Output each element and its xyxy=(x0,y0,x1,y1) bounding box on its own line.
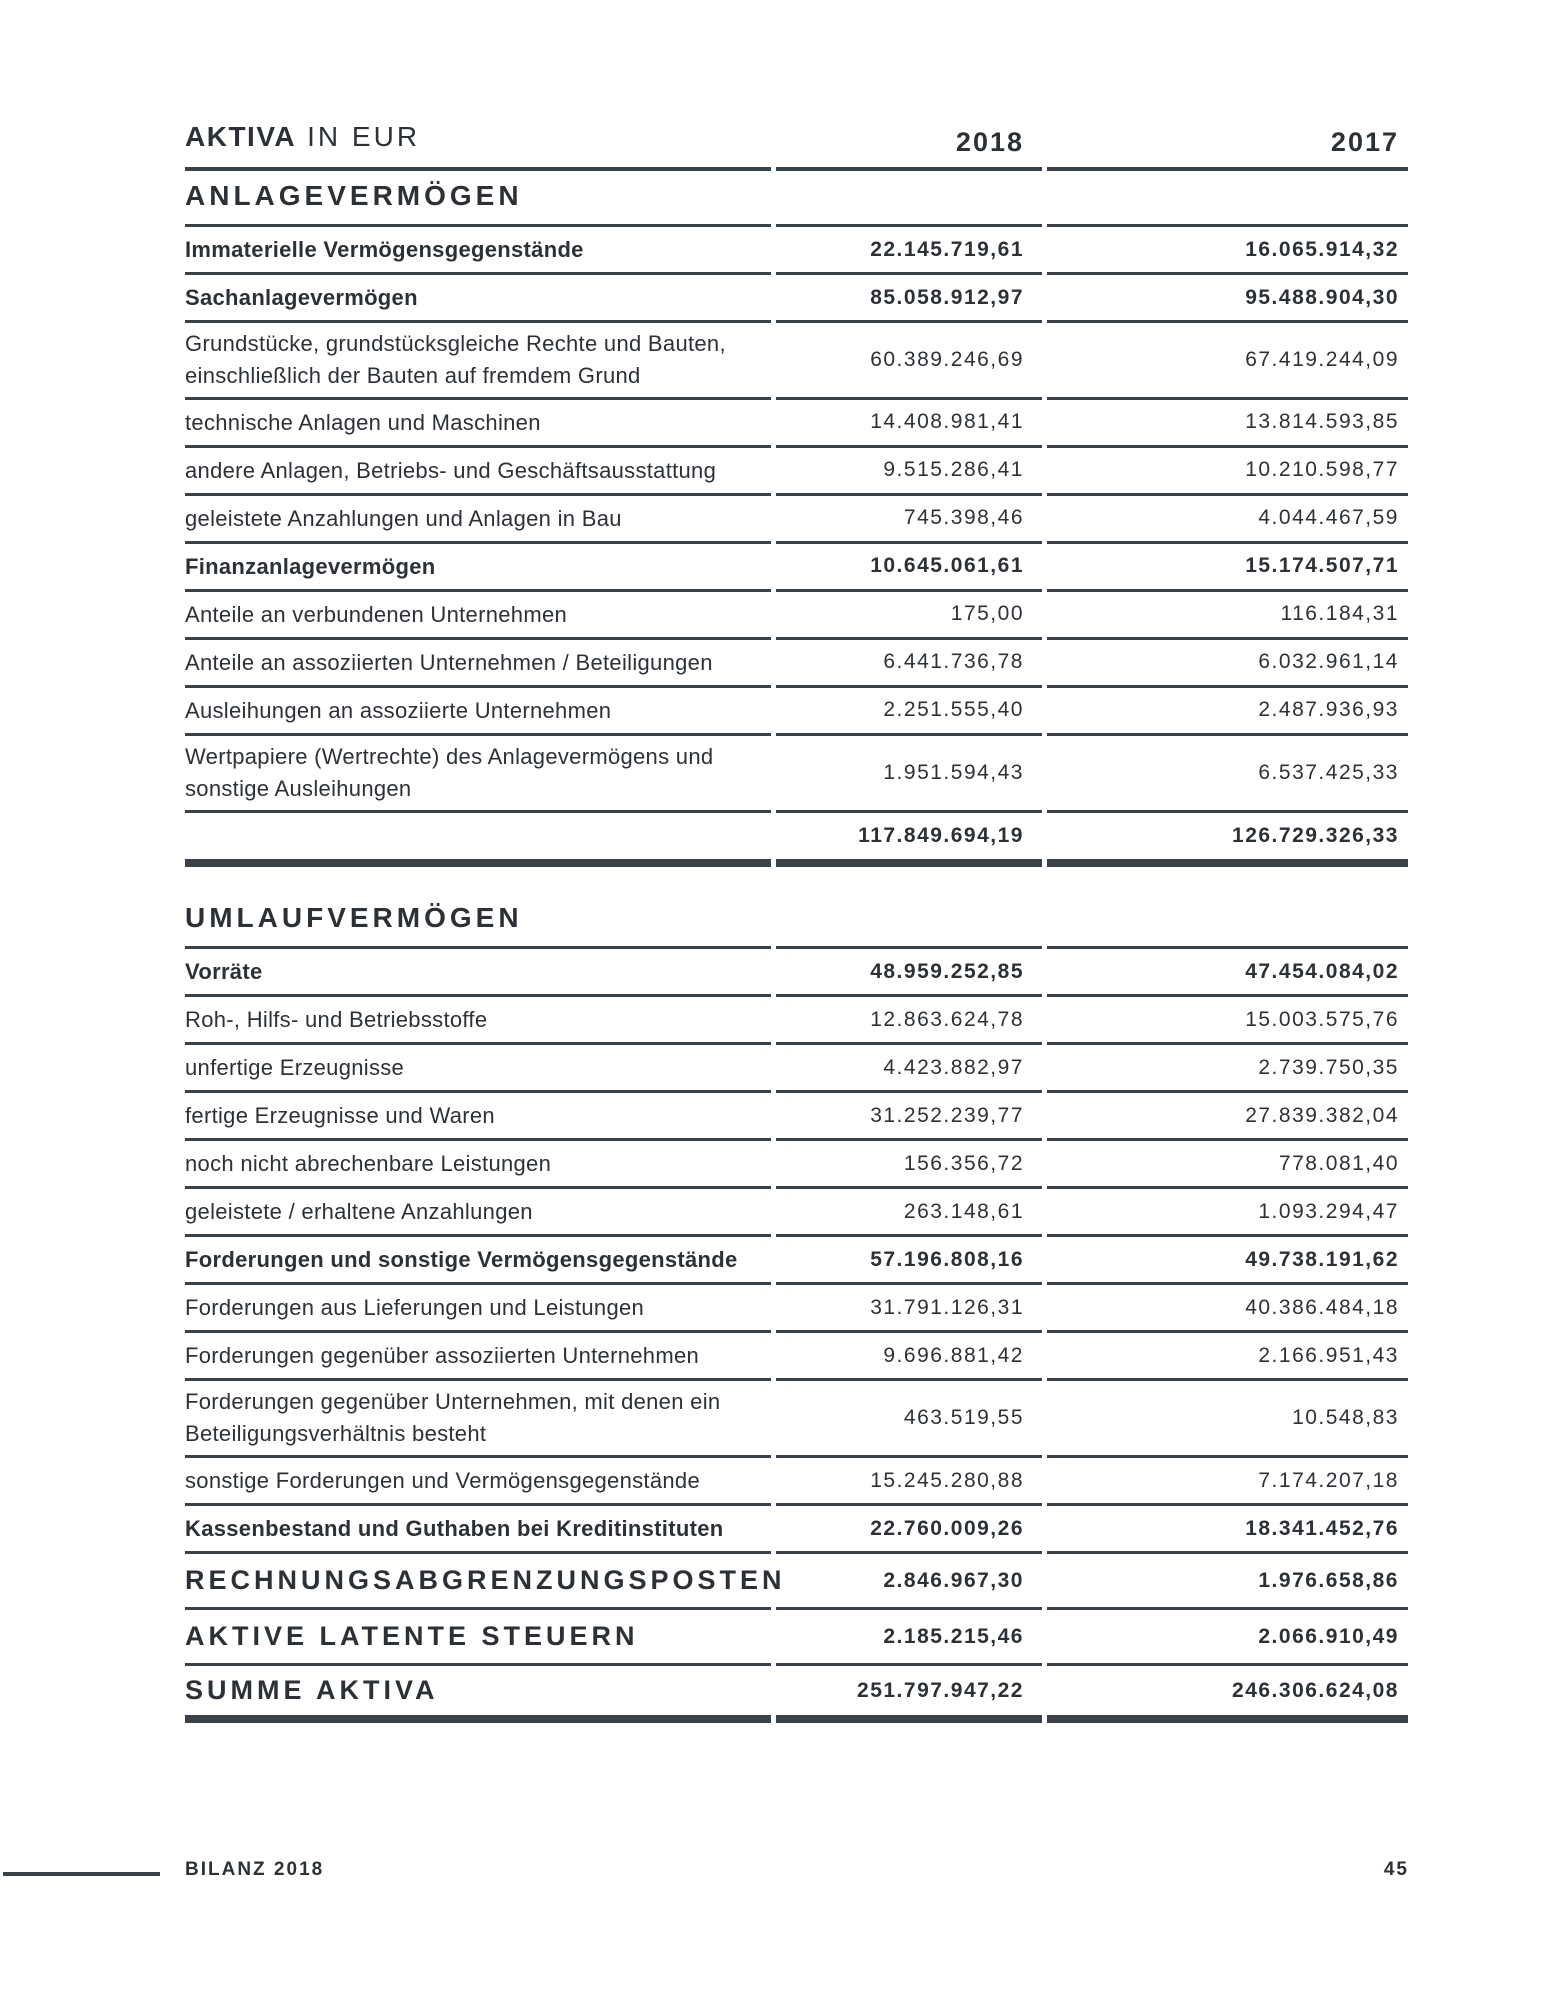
column-header-2017: 2017 xyxy=(1047,112,1408,171)
table-row xyxy=(185,544,1408,592)
row-value-2017: 10.210.598,77 xyxy=(1047,448,1408,496)
row-value-2017: 16.065.914,32 xyxy=(1047,227,1408,275)
footer-rule xyxy=(3,1872,160,1876)
balance-sheet-content xyxy=(185,112,1408,1723)
row-value-2018: 31.791.126,31 xyxy=(776,1285,1042,1333)
row-value-2017: 778.081,40 xyxy=(1047,1141,1408,1189)
page-title-secondary: IN EUR xyxy=(307,121,421,152)
row-label: Roh-, Hilfs- und Betriebsstoffe xyxy=(185,997,771,1045)
table-row xyxy=(185,1141,1408,1189)
row-value-2018: 263.148,61 xyxy=(776,1189,1042,1237)
row-label: noch nicht abrechenbare Leistungen xyxy=(185,1141,771,1189)
section-total-row xyxy=(185,813,1408,867)
row-label: Forderungen aus Lieferungen und Leistungen xyxy=(185,1285,771,1333)
section-total-2017: 126.729.326,33 xyxy=(1047,813,1408,867)
row-label: technische Anlagen und Maschinen xyxy=(185,400,771,448)
row-value-2017: 1.093.294,47 xyxy=(1047,1189,1408,1237)
page-footer xyxy=(185,1853,1409,1887)
row-label: Grundstücke, grundstücksgleiche Rechte und Bauten, einschließlich der Bauten auf fremdem Grund xyxy=(185,323,771,400)
row-value-2017: 49.738.191,62 xyxy=(1047,1237,1408,1285)
row-value-2017: 47.454.084,02 xyxy=(1047,949,1408,997)
table-row xyxy=(185,400,1408,448)
summary-value-2017: 1.976.658,86 xyxy=(1047,1554,1408,1610)
table-row xyxy=(185,997,1408,1045)
table-row xyxy=(185,1333,1408,1381)
table-row xyxy=(185,640,1408,688)
row-label: Finanzanlagevermögen xyxy=(185,544,771,592)
row-value-2017: 2.166.951,43 xyxy=(1047,1333,1408,1381)
row-label: Wertpapiere (Wertrechte) des Anlagevermögens und sonstige Ausleihungen xyxy=(185,736,771,813)
table-row xyxy=(185,592,1408,640)
row-label: Kassenbestand und Guthaben bei Kreditinstituten xyxy=(185,1506,771,1554)
table-row xyxy=(185,736,1408,813)
table-row xyxy=(185,275,1408,323)
row-label: andere Anlagen, Betriebs- und Geschäftsausstattung xyxy=(185,448,771,496)
table-row xyxy=(185,688,1408,736)
row-label: sonstige Forderungen und Vermögensgegenstände xyxy=(185,1458,771,1506)
summary-value-2018: 2.185.215,46 xyxy=(776,1610,1042,1666)
row-value-2017: 27.839.382,04 xyxy=(1047,1093,1408,1141)
table-row xyxy=(185,949,1408,997)
row-label: geleistete Anzahlungen und Anlagen in Bau xyxy=(185,496,771,544)
section-heading-spacer xyxy=(1047,171,1408,228)
row-value-2017: 6.032.961,14 xyxy=(1047,640,1408,688)
section-heading-row xyxy=(185,171,1408,228)
table-row xyxy=(185,1506,1408,1554)
row-value-2018: 9.515.286,41 xyxy=(776,448,1042,496)
row-value-2018: 9.696.881,42 xyxy=(776,1333,1042,1381)
table-row xyxy=(185,1093,1408,1141)
row-label: Sachanlagevermögen xyxy=(185,275,771,323)
row-value-2018: 22.760.009,26 xyxy=(776,1506,1042,1554)
summary-value-2018: 251.797.947,22 xyxy=(776,1666,1042,1723)
row-label: geleistete / erhaltene Anzahlungen xyxy=(185,1189,771,1237)
summary-row xyxy=(185,1610,1408,1666)
row-value-2017: 15.174.507,71 xyxy=(1047,544,1408,592)
row-value-2018: 14.408.981,41 xyxy=(776,400,1042,448)
section-heading: ANLAGEVERMÖGEN xyxy=(185,171,771,228)
table-row xyxy=(185,1237,1408,1285)
summary-row xyxy=(185,1554,1408,1610)
table-row xyxy=(185,1381,1408,1458)
section-heading-spacer xyxy=(1047,893,1408,950)
summary-value-2017: 2.066.910,49 xyxy=(1047,1610,1408,1666)
row-label: Forderungen gegenüber assoziierten Unternehmen xyxy=(185,1333,771,1381)
row-label: Vorräte xyxy=(185,949,771,997)
section-heading-row xyxy=(185,893,1408,950)
section-heading-spacer xyxy=(776,171,1042,228)
row-value-2018: 15.245.280,88 xyxy=(776,1458,1042,1506)
summary-label: AKTIVE LATENTE STEUERN xyxy=(185,1610,771,1666)
row-value-2018: 4.423.882,97 xyxy=(776,1045,1042,1093)
row-label: Ausleihungen an assoziierte Unternehmen xyxy=(185,688,771,736)
row-value-2017: 18.341.452,76 xyxy=(1047,1506,1408,1554)
row-value-2017: 4.044.467,59 xyxy=(1047,496,1408,544)
row-label: Immaterielle Vermögensgegenstände xyxy=(185,227,771,275)
row-value-2018: 156.356,72 xyxy=(776,1141,1042,1189)
row-value-2017: 2.739.750,35 xyxy=(1047,1045,1408,1093)
balance-section xyxy=(185,893,1408,1554)
section-total-2018: 117.849.694,19 xyxy=(776,813,1042,867)
column-header-2018: 2018 xyxy=(776,112,1042,171)
row-value-2017: 95.488.904,30 xyxy=(1047,275,1408,323)
section-heading-spacer xyxy=(776,893,1042,950)
table-row xyxy=(185,323,1408,400)
row-value-2018: 60.389.246,69 xyxy=(776,323,1042,400)
footer-label: BILANZ 2018 xyxy=(185,1859,325,1880)
table-row xyxy=(185,227,1408,275)
balance-table xyxy=(185,171,1408,1724)
row-value-2018: 12.863.624,78 xyxy=(776,997,1042,1045)
table-row xyxy=(185,496,1408,544)
row-value-2017: 6.537.425,33 xyxy=(1047,736,1408,813)
row-label: Anteile an assoziierten Unternehmen / Beteiligungen xyxy=(185,640,771,688)
row-value-2017: 67.419.244,09 xyxy=(1047,323,1408,400)
row-value-2017: 116.184,31 xyxy=(1047,592,1408,640)
row-value-2017: 7.174.207,18 xyxy=(1047,1458,1408,1506)
row-value-2018: 463.519,55 xyxy=(776,1381,1042,1458)
table-row xyxy=(185,1189,1408,1237)
table-row xyxy=(185,1045,1408,1093)
row-value-2017: 15.003.575,76 xyxy=(1047,997,1408,1045)
row-value-2018: 48.959.252,85 xyxy=(776,949,1042,997)
page-title xyxy=(185,112,771,171)
row-label: Forderungen gegenüber Unternehmen, mit denen ein Beteiligungsverhältnis besteht xyxy=(185,1381,771,1458)
page-number: 45 xyxy=(1383,1859,1409,1880)
section-total-spacer xyxy=(185,813,771,867)
row-label: unfertige Erzeugnisse xyxy=(185,1045,771,1093)
row-label: Anteile an verbundenen Unternehmen xyxy=(185,592,771,640)
row-value-2017: 2.487.936,93 xyxy=(1047,688,1408,736)
row-value-2018: 10.645.061,61 xyxy=(776,544,1042,592)
summary-value-2017: 246.306.624,08 xyxy=(1047,1666,1408,1723)
row-value-2018: 85.058.912,97 xyxy=(776,275,1042,323)
row-label: fertige Erzeugnisse und Waren xyxy=(185,1093,771,1141)
table-row xyxy=(185,1458,1408,1506)
summary-value-2018: 2.846.967,30 xyxy=(776,1554,1042,1610)
table-row xyxy=(185,448,1408,496)
table-row xyxy=(185,1285,1408,1333)
row-value-2018: 745.398,46 xyxy=(776,496,1042,544)
row-value-2018: 175,00 xyxy=(776,592,1042,640)
page-title-primary: AKTIVA xyxy=(185,121,297,152)
row-value-2017: 10.548,83 xyxy=(1047,1381,1408,1458)
row-value-2018: 57.196.808,16 xyxy=(776,1237,1042,1285)
row-label: Forderungen und sonstige Vermögensgegenstände xyxy=(185,1237,771,1285)
row-value-2018: 22.145.719,61 xyxy=(776,227,1042,275)
section-heading: UMLAUFVERMÖGEN xyxy=(185,893,771,950)
summary-row xyxy=(185,1666,1408,1723)
row-value-2018: 2.251.555,40 xyxy=(776,688,1042,736)
table-header-row xyxy=(185,112,1408,171)
row-value-2017: 40.386.484,18 xyxy=(1047,1285,1408,1333)
balance-section xyxy=(185,171,1408,867)
row-value-2017: 13.814.593,85 xyxy=(1047,400,1408,448)
summary-label: RECHNUNGSABGRENZUNGSPOSTEN xyxy=(185,1554,771,1610)
row-value-2018: 1.951.594,43 xyxy=(776,736,1042,813)
row-value-2018: 6.441.736,78 xyxy=(776,640,1042,688)
row-value-2018: 31.252.239,77 xyxy=(776,1093,1042,1141)
summary-label: SUMME AKTIVA xyxy=(185,1666,771,1723)
